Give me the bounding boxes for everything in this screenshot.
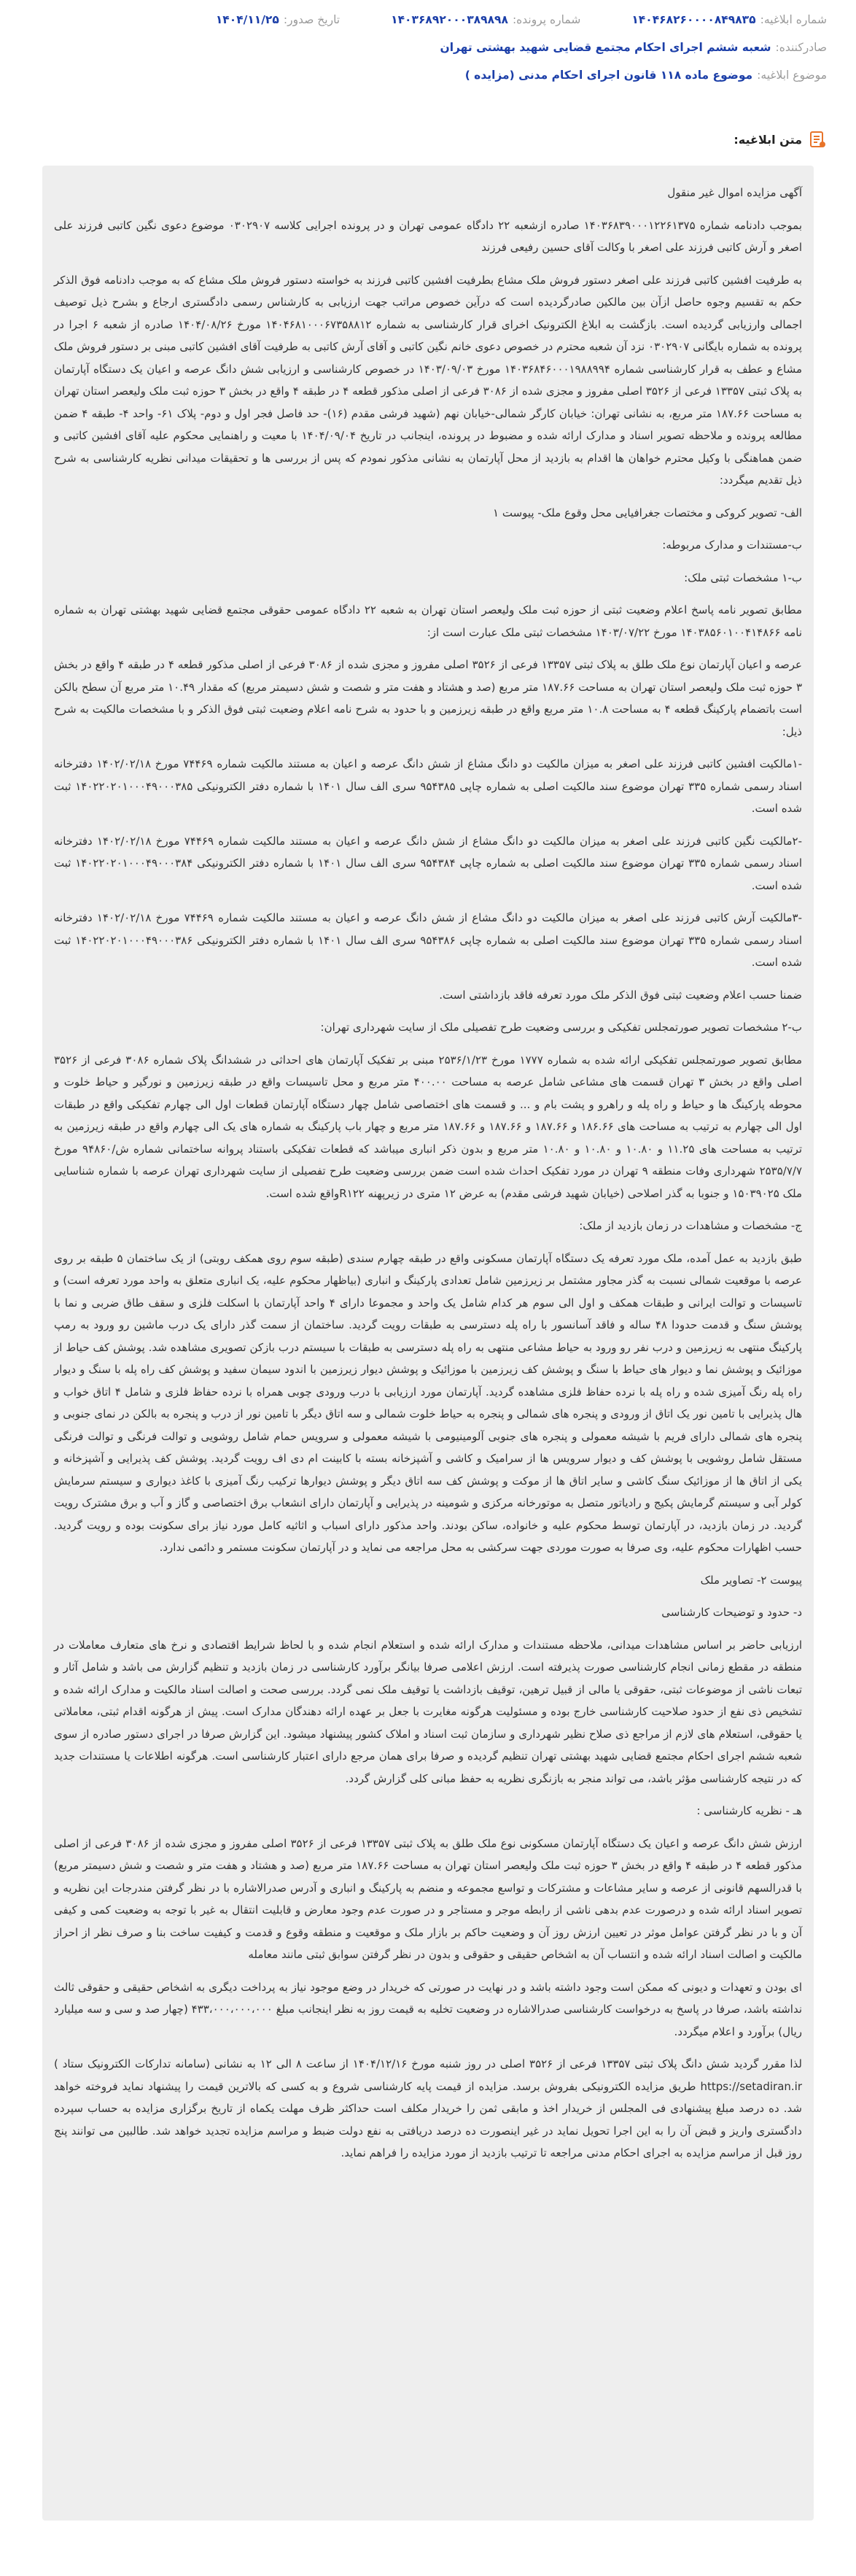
body-paragraph: ارزش شش دانگ عرصه و اعیان یک دستگاه آپارتمان مسکونی نوع ملک طلق به پلاک ثبتی ۱۳۳۵۷ فرعی از ۳۵۲۶ اصلی مفروز و مجزی شده از ۳۰۸۶ فرعی از اصلی مذکور قطعه ۴ در طبقه ۴ واقع در بخش ۳ حوزه ثبت ملک ولیعصر استان تهران به مساحت ۱۸۷.۶۶ متر مربع (صد و هشتاد و هفت متر و شصت و شش دسیمتر مربع) با قدرالسهم قانونی از عرصه و سایر مشاعات و مشترکات و تواسع مجموعه و منضم به پارکینگ و انباری و آدرس صدرالاشاره با در نظر گرفتن مندرجات این نظریه و تصویر اسناد ارائه شده و درصورت عدم بدهی ناشی از رابطه موجر و مستاجر و در صورت عدم وجود معارض و قابلیت انتقال به غیر با توجه به وضعیت کمی و کیفی آن و با در نظر گرفتن عوامل موثر در تعیین ارزش روز آن و وضعیت حاکم بر بازار ملک و موقعیت و منطقه وقوع و قدمت و کیفیت ساخت بنا و صرف نظر از احراز مالکیت و اصالت اسناد ارائه شده و انتساب آن به اشخاص حقیقی و حقوقی و بدون در نظر گرفتن سوابق ثبتی مانند معامله [54,1836,803,1961]
subject-label: موضوع ابلاغیه: [757,69,827,82]
notice-body [42,166,814,2521]
body-paragraph: عرصه و اعیان آپارتمان نوع ملک طلق به پلاک ثبتی ۱۳۳۵۷ فرعی از ۳۵۲۶ اصلی مفروز و مجزی شده از ۳۰۸۶ فرعی از اصلی مذکور قطعه ۴ در طبقه ۴ واقع در بخش ۳ حوزه ثبت ملک ولیعصر استان تهران به مساحت ۱۸۷.۶۶ متر مربع (صد و هشتاد و هفت متر و شصت و شش دسیمتر مربع) که مقدار ۱۰.۴۹ متر مربع آن سطح بالکن است باتضمام پارکینگ قطعه ۴ به مساحت ۱۰.۸ متر مربع واقع در طبقه زیرزمین و با حدود به شرح نامه اعلام وضعیت ثبتی فوق الذکر و با مشخصات مالکیت به شرح ذیل: [54,658,803,738]
body-paragraph: مطابق تصویر صورتمجلس تفکیکی ارائه شده به شماره ۱۷۷۷ مورخ ۲۵۳۶/۱/۲۳ مبنی بر تفکیک آپارتمان های احداثی در ششدانگ پلاک شماره ۳۰۸۶ فرعی از ۳۵۲۶ اصلی واقع در بخش ۳ تهران قسمت های مشاعی شامل عرصه به مساحت ۴۰۰.۰۰ متر مربع و محل تاسیسات واقع در طبقه زیرزمین و نورگیر و حیاط خلوت و محوطه پارکینگ ها و حیاط و راه پله و راهرو و پشت بام و ... و قسمت های اختصاصی شامل چهار دستگاه آپارتمان قطعات اول الی چهارم تفکیکی واقع در طبقات اول الی چهارم به ترتیب به مساحت های ۱۸۶.۶۶ و ۱۸۷.۶۶ و ۱۸۷.۶۶ و ۱۸۷.۶۶ متر مربع و چهار باب پارکینگ به شماره های یک الی چهارم واقع در طبقه زیرزمین به ترتیب به مساحت های ۱۱.۲۵ و ۱۰.۸۰ و ۱۰.۸۰ و ۱۰.۸۰ متر مربع و بدون ذکر انباری میباشد که قطعات تفکیکی باستناد پروانه ساختمانی شماره ش/۹۴۸۶۰ مورخ ۲۵۳۵/۷/۷ شهرداری وفات منطقه ۹ تهران در مورد تفکیک احداث شده است ضمن بررسی وضعیت طرح تفصیلی از سایت شهرداری تهران عرصه با شماره شناسایی ملک ۱۵۰۳۹۰۲۵ و جنوبا به گذر اصلاحی (خیابان شهید فرشی مقدم) به عرض ۱۲ متری در زیرپهنه R۱۲۲واقع شده است. [54,1053,803,1200]
header-row-1 [29,6,827,34]
case-number-label: شماره پرونده: [512,13,581,26]
body-paragraph: طبق بازدید به عمل آمده، ملک مورد تعرفه یک دستگاه آپارتمان مسکونی واقع در طبقه چهارم سندی (طبقه سوم روی همکف روبتی) از یک ساختمان ۵ طبقه بر روی عرصه با موقعیت شمالی نسبت به گذر مجاور مشتمل بر زیرزمین شامل تعدادی پارکینگ و انباری (بیاظهار محکوم علیه، یک انباری متعلق به واحد مورد تعرفه است) و تاسیسات و توالت ایرانی و طبقات همکف و اول الی سوم هر کدام شامل یک واحد و مجموعا دارای ۴ واحد آپارتمان با اسکلت فلزی و سقف طاق ضربی و نما با پوشش سنگ و قدمت حدودا ۴۸ ساله و فاقد آسانسور با راه پله دسترسی به طبقات رویت گردید. ساختمان از سمت گذر دارای یک درب ماشین رو ورود به رمپ پارکینگ منتهی به زیرزمین و درب نفر رو ورود به حیاط مشاعی منتهی به راه پله دسترسی به طبقات با سیستم درب بازکن تصویری مشاهده شد. پوشش کف حیاط از موزائیک و پوشش نما و دیوار های حیاط با سنگ و پوشش کف زیرزمین با موزائیک و پوشش دیوار زیرزمین با اندود سیمان سفید و پوشش کف راه پله با سنگ و دیوار راه پله رنگ آمیزی شده و راه پله با نرده حفاظ فلزی مشاهده گردید. آپارتمان مورد ارزیابی با درب ورودی چوبی همراه با نرده حفاظ فلزی و شامل ۴ اتاق خواب و هال پذیرایی با تامین نور یک اتاق از ورودی و پنجره های شمالی و پنجره به حیاط خلوت شمالی و سه اتاق دیگر با تامین نور از درب و پنجره به بالکن در نمای جنوبی و پنجره های شمالی دارای فریم با شیشه معمولی و پنجره های جنوبی آلومینیومی با شیشه معمولی و سرویس حمام شامل روشویی و توالت فرنگی و توالت فرنگی مستقل شامل روشویی با پوشش کف و دیوار سرویس ها از سرامیک و کاشی و آشپزخانه بسته با کابینت ام دی اف رویت گردید. پوشش کف پذیرایی و آشپزخانه و یکی از اتاق ها از موزائیک سنگ کاشی و سایر اتاق ها از موکت و پوشش کف سه اتاق دیگر و پوشش دیوارها ترکیب رنگ آمیزی با کاغذ دیواری و سیستم سرمایش کولر آبی و سیستم گرمایش پکیج و رادیاتور متصل به موتورخانه مرکزی و شومینه در پذیرایی و آپارتمان دارای انشعاب برق اختصاصی و گاز و آب و برق مشترک رویت گردید. در زمان بازدید، در آپارتمان توسط محکوم علیه و خانواده، ساکن بودند. واحد مذکور دارای اسباب و اثاثیه کامل مورد نیاز برای سکونت بوده و رویت گردید. حسب اظهارات محکوم علیه، وی صرفا به صورت موردی جهت سرکشی به محل مراجعه می نماید و در آپارتمان سکونت مستمر و دائمی ندارد. [54,1251,802,1554]
body-paragraph: پیوست ۲- تصاویر ملک [700,1573,802,1587]
body-paragraph: آگهی مزایده اموال غیر منقول [667,186,802,199]
body-paragraph: ضمنا حسب اعلام وضعیت ثبتی فوق الذکر ملک مورد تعرفه فاقد بازداشتی است. [439,988,802,1002]
case-number: ۱۴۰۳۶۸۹۲۰۰۰۳۸۹۸۹۸ [391,13,508,26]
issue-date: ۱۴۰۴/۱۱/۲۵ [215,13,279,26]
issuer: شعبه ششم اجرای احکام مجتمع قضایی شهید بهشتی تهران [440,41,771,54]
notice-number-label: شماره ابلاغیه: [760,13,827,26]
issue-date-label: تاریخ صدور: [283,13,341,26]
header-row-2 [29,34,827,61]
body-paragraph: -۱مالکیت افشین کاتبی فرزند علی اصغر به میزان مالکیت دو دانگ مشاع از شش دانگ عرصه و اعیان به مستند مالکیت شماره ۷۴۴۶۹ مورخ ۱۴۰۲/۰۲/۱۸ دفترخانه اسناد رسمی شماره ۳۳۵ تهران موضوع سند مالکیت اصلی به شماره چاپی ۹۵۴۳۸۵ سری الف سال ۱۴۰۱ با شماره دفتر الکترونیکی ۱۴۰۲۲۰۲۰۱۰۰۰۴۹۰۰۰۳۸۵ ثبت شده است. [54,757,802,815]
body-paragraph: هـ - نظریه کارشناسی : [696,1804,802,1817]
body-paragraph: ب-۲ مشخصات تصویر صورتمجلس تفکیکی و بررسی وضعیت طرح تفصیلی ملک از سایت شهرداری تهران: [320,1021,802,1034]
body-paragraph: ج- مشخصات و مشاهدات در زمان بازدید از ملک: [579,1219,802,1232]
header-row-3 [29,61,827,89]
body-paragraph: -۲مالکیت نگین کاتبی فرزند علی اصغر به میزان مالکیت دو دانگ مشاع از شش دانگ عرصه و اعیان به مستند مالکیت شماره ۷۴۴۶۹ مورخ ۱۴۰۲/۰۲/۱۸ دفترخانه اسناد رسمی شماره ۳۳۵ تهران موضوع سند مالکیت اصلی به شماره چاپی ۹۵۴۳۸۴ سری الف سال ۱۴۰۱ با شماره دفتر الکترونیکی ۱۴۰۲۲۰۲۰۱۰۰۰۴۹۰۰۰۳۸۴ ثبت شده است. [54,834,802,892]
notice-header [29,6,827,108]
body-paragraph: ب-۱ مشخصات ثبتی ملک: [684,570,802,584]
issuer-label: صادرکننده: [775,41,827,54]
body-paragraph: به طرفیت افشین کاتبی فرزند علی اصغر دستور فروش ملک مشاع بطرفیت افشین کاتبی فرزند به خواسته دستور فروش ملک مشاع که به موجب دادنامه فوق الذکر حکم به تقسیم وجوه حاصل ازآن بین مالکین صادرگردیده است که درآین خصوص مراتب جهت ارزیابی به کارشناس رسمی دادگستری ارجاع و بشرح ذیل توصیف اجمالی وارزیابی گردیده است. بازگشت به ابلاغ الکترونیک اخرای قرار کارشناسی به شماره ۱۴۰۴۶۸۱۰۰۰۶۷۳۵۸۸۱۲ مورخ ۱۴۰۴/۰۸/۲۶ صادره از شعبه ۶ اجرا در پرونده به شماره بایگانی ۰۳۰۲۹۰۷ نزد آن شعبه محترم در خصوص دعوی خانم نگین کاتبی و آقای آرش کاتبی به طرفیت آقای افشین کاتبی مبنی بر دستور فروش ملک مشاع و عطف به قرار کارشناسی شماره ۱۴۰۳۶۸۴۶۰۰۰۱۹۸۸۹۹۴ مورخ ۱۴۰۳/۰۹/۰۳ در خصوص کارشناسی و ارزیابی شش دانگ عرصه و اعیان یک دستگاه آپارتمان به پلاک ثبتی ۱۳۳۵۷ فرعی از ۳۵۲۶ اصلی مفروز و مجزی شده از ۳۰۸۶ فرعی از اصلی مذکور قطعه ۴ در طبقه ۴ واقع در بخش ۳ حوزه ثبت ملک ولیعصر استان تهران به مساحت ۱۸۷.۶۶ متر مربع، به نشانی تهران: خیابان کارگر شمالی-خیابان نهم (شهید فرشی مقدم (۱۶)- حد فاصل فجر اول و دوم- پلاک ۶۱- واحد ۴- طبقه ۴ ضمن مطالعه پرونده و ملاحظه تصویر اسناد و مدارک ارائه شده و مضبوط در پرونده، اینجانب در تاریخ ۱۴۰۴/۰۹/۰۴ با معیت و راهنمایی محکوم علیه آقای افشین کاتبی و ضمن هماهنگی با وکیل محترم خواهان ها اقدام به بازدید از محل آپارتمان به نشانی مذکور نمودم که پس از بررسی ها و تحقیقات میدانی نظریه کارشناسی به شرح ذیل تقدیم میگردد: [54,273,803,487]
body-paragraph: -۳مالکیت آرش کاتبی فرزند علی اصغر به میزان مالکیت دو دانگ مشاع از شش دانگ عرصه و اعیان به مستند مالکیت شماره ۷۴۴۶۹ مورخ ۱۴۰۲/۰۲/۱۸ دفترخانه اسناد رسمی شماره ۳۳۵ تهران موضوع سند مالکیت اصلی به شماره چاپی ۹۵۴۳۸۶ سری الف سال ۱۴۰۱ با شماره دفتر الکترونیکی ۱۴۰۲۲۰۲۰۱۰۰۰۴۹۰۰۰۳۸۶ ثبت شده است. [54,911,802,969]
body-paragraph: الف- تصویر کروکی و مختصات جغرافیایی محل وقوع ملک- پیوست ۱ [493,506,802,519]
body-paragraph: ای بودن و تعهدات و دیونی که ممکن است وجود داشته باشد و در نهایت در صورتی که خریدار در وضع موجود نیاز به پرداخت دیگری به اشخاص حقیقی و حقوقی ثالث نداشته باشد، صرفا در پاسخ به درخواست کارشناسی صدرالاشاره در وضعیت تخلیه به قیمت روز به نظر اینجانب مبلغ ۴۳۳،۰۰۰،۰۰۰،۰۰۰ (چهار صد و سی و سه میلیارد ریال) برآورد و اعلام میگردد. [54,1980,803,2038]
body-paragraph: د- حدود و توضیحات کارشناسی [661,1606,802,1619]
body-paragraph: ارزیابی حاضر بر اساس مشاهدات میدانی، ملاحظه مستندات و مدارک ارائه شده و استعلام انجام شده و با لحاظ شرایط اقتصادی و نرخ های متعارف معاملات در منطقه در مقطع زمانی انجام کارشناسی صورت پذیرفته است. ارزش اعلامی صرفا بیانگر برآورد کارشناسی در زمان بازدید و تنظیم گزارش می باشد و شامل آثار و تبعات ناشی از موضوعات ثبتی، حقوقی یا مالی از قبیل ترهین، توقیف بازداشت یا توقیف ملک نمی گردد. بررسی صحت و اصالت اسناد مالکیت و مدارک ارائه شده و تشخیص ذی نفع از حدود صلاحیت کارشناسی خارج بوده و مسئولیت هرگونه مغایرت با جعل بر عهده ارائه دهندگان مدارک است. پیش از هرگونه اقدام ثبتی، معاملاتی یا حقوقی، استعلام های لازم از مراجع ذی صلاح نظیر شهرداری و سازمان ثبت اسناد و املاک کشور پیشنهاد میشود. این گزارش صرفا در اجرای دستور صادره از سوی شعبه ششم اجرای احکام مجتمع قضایی شهید بهشتی تهران تنظیم گردیده و صرفا برای همان مرجع دارای اعتبار کارشناسی است. هرگونه اطلاعات یا مستندات جدید که در نتیجه کارشناسی مؤثر باشد، می تواند منجر به بازنگری نظریه به حفظ مبانی کلی گزارش گردد. [54,1638,802,1785]
notice-number: ۱۴۰۴۶۸۲۶۰۰۰۰۸۴۹۸۳۵ [631,13,756,26]
subject: موضوع ماده ۱۱۸ قانون اجرای احکام مدنی (مزایده ) [464,69,753,82]
body-paragraph: ب-مستندات و مدارک مربوطه: [662,538,802,552]
body-paragraph: مطابق تصویر نامه پاسخ اعلام وضعیت ثبتی از حوزه ثبت ملک ولیعصر استان تهران به شعبه ۲۲ دادگاه عمومی حقوقی مجتمع قضایی شهید بهشتی تهران به شماره نامه ۱۴۰۳۸۵۶۰۱۰۰۴۱۴۸۶۶ مورخ ۱۴۰۳/۰۷/۲۲ مشخصات ثبتی ملک عبارت است از: [54,603,802,639]
notice-text-title: متن ابلاغیه: [734,132,802,147]
notice-text-heading [734,130,827,149]
notice-document-icon [808,130,827,149]
body-paragraph: بموجب دادنامه شماره ۱۴۰۳۶۸۳۹۰۰۰۱۲۲۶۱۳۷۵ صادره ازشعبه ۲۲ دادگاه عمومی تهران و در پرونده اجرایی کلاسه ۰۳۰۲۹۰۷ موضوع دعوی نگین کاتبی فرزند علی اصغر و آرش کاتبی فرزند علی اصغر با وکالت آقای حسین رفیعی فرزند [54,218,802,254]
body-paragraph: لذا مقرر گردید شش دانگ پلاک ثبتی ۱۳۳۵۷ فرعی از ۳۵۲۶ اصلی در روز شنبه مورخ ۱۴۰۴/۱۲/۱۶ از ساعت ۸ الی ۱۲ به نشانی (سامانه تدارکات الکترونیک ستاد ) https://setadiran.ir طریق مزایده الکترونیکی بفروش برسد. مزایده از قیمت پایه کارشناسی شروع و به کسی که بالاترین قیمت را پیشنهاد نماید فروخته خواهد شد. ده درصد مبلغ پیشنهادی فی المجلس از خریدار اخذ و مابقی ثمن را خریدار مکلف است حداکثر ظرف مهلت یکماه از تاریخ برگزاری مزایده به حساب سپرده دادگستری واریز و قبض آن را به این اجرا تحویل نماید در غیر اینصورت ده درصد دریافتی به نفع دولت ضبط و مراسم مزایده تجدید خواهد شد. طالبین می توانند پنج روز قبل از مراسم مزایده به اجرای احکام مدنی مراجعه تا ترتیب بازدید از مورد مزایده را فراهم نماید. [54,2057,802,2159]
